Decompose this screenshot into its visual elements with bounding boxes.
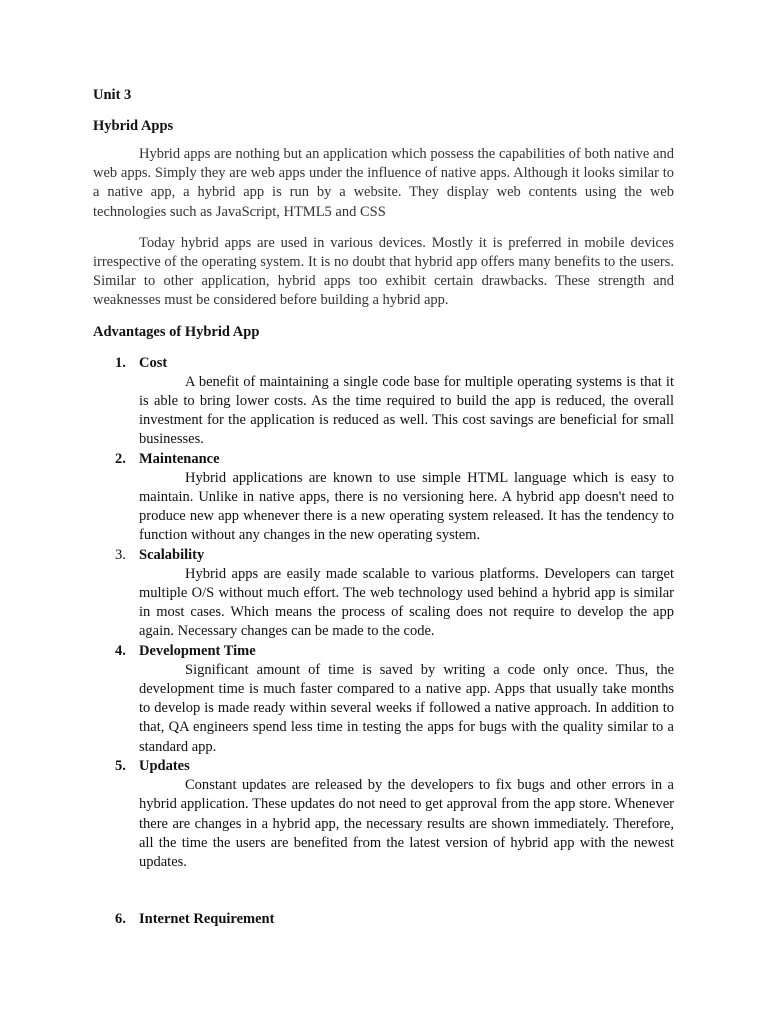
advantage-title: Updates	[139, 757, 190, 774]
advantage-number: 4.	[115, 642, 126, 659]
advantage-item-cost	[93, 354, 674, 450]
advantage-item-maintenance	[93, 450, 674, 546]
advantage-title: Maintenance	[139, 450, 220, 467]
section-title: Hybrid Apps	[93, 118, 174, 134]
advantage-body: Constant updates are released by the developers to fix bugs and other errors in a hybrid application. These updates do not need to get approval from the app store. Whenever there are changes in a hybrid app, the necessary results are shown immediately. Therefore, all the time the users are benefited from the latest version of hybrid app with the newest updates.	[139, 777, 674, 870]
advantages-heading: Advantages of Hybrid App	[93, 323, 260, 340]
advantage-number: 5.	[115, 757, 126, 774]
advantage-item-updates	[93, 757, 674, 872]
advantage-body: Hybrid applications are known to use simple HTML language which is easy to maintain. Unlike in native apps, there is no versioning here. A hybrid app doesn't need to produce new app whenever there is a new operating system released. It has the tendency to function without any changes in the new operating system.	[139, 469, 674, 544]
document-page	[93, 86, 674, 929]
advantage-title: Scalability	[139, 546, 205, 563]
unit-title: Unit 3	[93, 87, 132, 103]
advantage-number: 2.	[115, 450, 126, 467]
intro-paragraph-2: Today hybrid apps are used in various devices. Mostly it is preferred in mobile devices irrespective of the operating system. It is no doubt that hybrid app offers many benefits to the users. Similar to other application, hybrid apps too exhibit certain drawbacks. These strength and weaknesses must be considered before building a hybrid app.	[93, 234, 674, 309]
advantage-body: Hybrid apps are easily made scalable to various platforms. Developers can target multiple O/S without much effort. The web technology used behind a hybrid app is similar in most cases. Which means the process of scaling does not require to develop the app again. Necessary changes can be made to the code.	[139, 565, 674, 640]
advantage-number: 6.	[115, 911, 126, 928]
advantage-title: Cost	[139, 354, 168, 371]
advantage-number: 3.	[115, 546, 126, 563]
advantage-title: Development Time	[139, 642, 256, 659]
advantage-item-scalability	[93, 546, 674, 642]
advantage-number: 1.	[115, 354, 126, 371]
advantage-title: Internet Requirement	[139, 911, 275, 928]
advantage-body: A benefit of maintaining a single code base for multiple operating systems is that it is able to bring lower costs. As the time required to build the app is reduced, the overall investment for the application is reduced as well. This cost savings are beneficial for small businesses.	[139, 373, 674, 448]
intro-paragraph-1: Hybrid apps are nothing but an application which possess the capabilities of both native and web apps. Simply they are web apps under the influence of native apps. Although it looks similar to a native app, a hybrid app is run by a website. They display web contents using the web technologies such as JavaScript, HTML5 and CSS	[93, 146, 674, 220]
advantage-item-development-time	[93, 642, 674, 757]
advantages-list	[93, 354, 674, 930]
advantage-item-internet-requirement	[93, 910, 674, 929]
advantage-body: Significant amount of time is saved by writing a code only once. Thus, the development time is much faster compared to a native app. Apps that usually take months to develop is made ready within several weeks if followed a native approach. In addition to that, QA engineers spend less time in testing the apps for bugs with the quality similar to a standard app.	[139, 661, 674, 755]
